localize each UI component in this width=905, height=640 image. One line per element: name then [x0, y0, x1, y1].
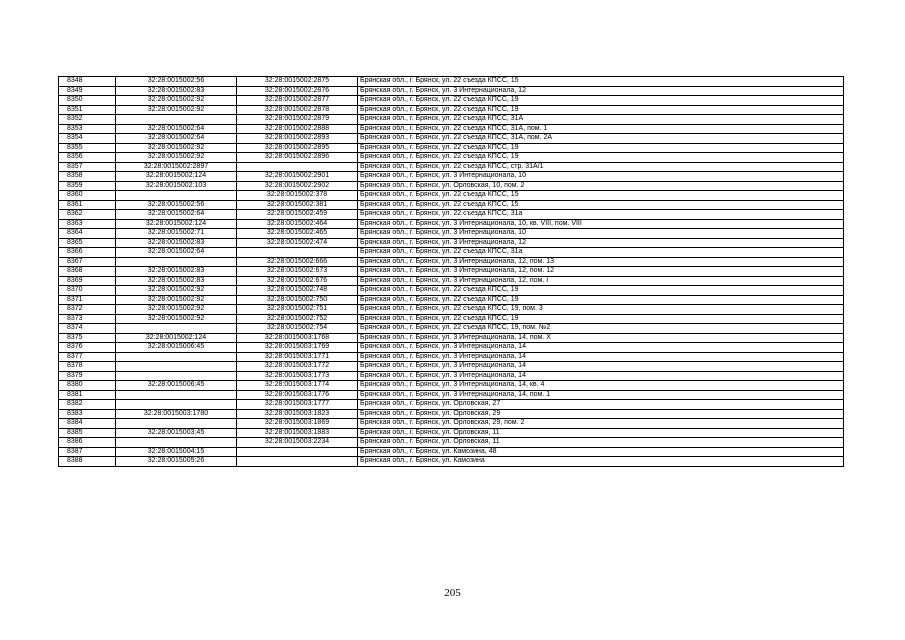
address-cell: Брянская обл., г. Брянск, ул. 22 съезда КПСС, 19 [358, 295, 844, 305]
object-cadastral-number-cell [237, 162, 358, 172]
object-cadastral-number-cell: 32:28:0015002:2893 [237, 134, 358, 144]
row-number-cell: 8374 [59, 324, 116, 334]
object-cadastral-number-cell: 32:28:0015002:2875 [237, 77, 358, 87]
address-cell: Брянская обл., г. Брянск, ул. 3 Интернационала, 14 [358, 343, 844, 353]
row-number-cell: 8372 [59, 305, 116, 315]
row-number-cell: 8380 [59, 381, 116, 391]
row-number-cell: 8352 [59, 115, 116, 125]
row-number-cell: 8364 [59, 229, 116, 239]
table-row [59, 390, 844, 400]
cadastral-number-cell [116, 257, 237, 267]
row-number-cell: 8357 [59, 162, 116, 172]
row-number-cell: 8354 [59, 134, 116, 144]
cadastral-number-cell: 32:28:0015002:92 [116, 96, 237, 106]
cadastral-number-cell [116, 438, 237, 448]
cadastral-number-cell: 32:28:0015002:103 [116, 181, 237, 191]
address-cell: Брянская обл., г. Брянск, ул. Орловская, 11 [358, 428, 844, 438]
object-cadastral-number-cell: 32:28:0015002:748 [237, 286, 358, 296]
table-row [59, 352, 844, 362]
table-row [59, 314, 844, 324]
cadastral-number-cell: 32:28:0015002:124 [116, 219, 237, 229]
cadastral-number-cell: 32:28:0015002:92 [116, 314, 237, 324]
address-cell: Брянская обл., г. Брянск, ул. 3 Интернационала, 12 [358, 86, 844, 96]
address-cell: Брянская обл., г. Брянск, ул. 3 Интернационала, 10 [358, 172, 844, 182]
object-cadastral-number-cell: 32:28:0015003:1774 [237, 381, 358, 391]
row-number-cell: 8379 [59, 371, 116, 381]
cadastral-number-cell: 32:28:0015003:1780 [116, 409, 237, 419]
object-cadastral-number-cell [237, 457, 358, 467]
address-cell: Брянская обл., г. Брянск, ул. 3 Интернационала, 12, пом. I [358, 276, 844, 286]
object-cadastral-number-cell: 32:28:0015002:2902 [237, 181, 358, 191]
cadastral-number-cell: 32:28:0015002:92 [116, 143, 237, 153]
table-row [59, 295, 844, 305]
object-cadastral-number-cell: 32:28:0015002:673 [237, 267, 358, 277]
object-cadastral-number-cell [237, 248, 358, 258]
address-cell: Брянская обл., г. Брянск, ул. 3 Интернационала, 10 [358, 229, 844, 239]
object-cadastral-number-cell: 32:28:0015003:1823 [237, 409, 358, 419]
row-number-cell: 8360 [59, 191, 116, 201]
row-number-cell: 8358 [59, 172, 116, 182]
table-row [59, 153, 844, 163]
address-cell: Брянская обл., г. Брянск, ул. 3 Интернационала, 14, кв. 4 [358, 381, 844, 391]
address-cell: Брянская обл., г. Брянск, ул. Орловская, 29, пом. 2 [358, 419, 844, 429]
address-cell: Брянская обл., г. Брянск, ул. 22 съезда КПСС, 15 [358, 191, 844, 201]
address-cell: Брянская обл., г. Брянск, ул. 22 съезда КПСС, 19 [358, 105, 844, 115]
object-cadastral-number-cell: 32:28:0015002:2888 [237, 124, 358, 134]
table-row [59, 172, 844, 182]
object-cadastral-number-cell: 32:28:0015003:1769 [237, 343, 358, 353]
row-number-cell: 8365 [59, 238, 116, 248]
object-cadastral-number-cell: 32:28:0015003:1883 [237, 428, 358, 438]
table-row [59, 286, 844, 296]
row-number-cell: 8356 [59, 153, 116, 163]
address-cell: Брянская обл., г. Брянск, ул. 22 съезда КПСС, 15 [358, 200, 844, 210]
address-cell: Брянская обл., г. Брянск, ул. 3 Интернационала, 14 [358, 371, 844, 381]
object-cadastral-number-cell: 32:28:0015002:381 [237, 200, 358, 210]
row-number-cell: 8366 [59, 248, 116, 258]
table-row [59, 115, 844, 125]
object-cadastral-number-cell: 32:28:0015002:459 [237, 210, 358, 220]
page-number: 205 [444, 587, 461, 599]
address-cell: Брянская обл., г. Брянск, ул. Орловская, 11 [358, 438, 844, 448]
table-row [59, 409, 844, 419]
row-number-cell: 8388 [59, 457, 116, 467]
object-cadastral-number-cell: 32:28:0015003:1776 [237, 390, 358, 400]
object-cadastral-number-cell: 32:28:0015002:2878 [237, 105, 358, 115]
object-cadastral-number-cell: 32:28:0015002:2879 [237, 115, 358, 125]
cadastral-number-cell: 32:28:0015002:2897 [116, 162, 237, 172]
object-cadastral-number-cell [237, 447, 358, 457]
address-cell: Брянская обл., г. Брянск, ул. Камозина, 48 [358, 447, 844, 457]
address-cell: Брянская обл., г. Брянск, ул. 3 Интернационала, 14, пом. 1 [358, 390, 844, 400]
table-row [59, 238, 844, 248]
row-number-cell: 8370 [59, 286, 116, 296]
cadastral-number-cell [116, 390, 237, 400]
cadastral-number-cell: 32:28:0015006:45 [116, 381, 237, 391]
object-cadastral-number-cell: 32:28:0015002:2895 [237, 143, 358, 153]
table-row [59, 428, 844, 438]
object-cadastral-number-cell: 32:28:0015002:378 [237, 191, 358, 201]
row-number-cell: 8369 [59, 276, 116, 286]
table-row [59, 96, 844, 106]
cadastral-number-cell: 32:28:0015002:64 [116, 134, 237, 144]
cadastral-number-cell: 32:28:0015002:92 [116, 105, 237, 115]
object-cadastral-number-cell: 32:28:0015003:1771 [237, 352, 358, 362]
row-number-cell: 8382 [59, 400, 116, 410]
table-row [59, 371, 844, 381]
cadastral-number-cell: 32:28:0015002:56 [116, 200, 237, 210]
address-cell: Брянская обл., г. Брянск, ул. 3 Интернационала, 14 [358, 352, 844, 362]
table-row [59, 105, 844, 115]
cadastral-number-cell: 32:28:0015002:83 [116, 86, 237, 96]
table-row [59, 267, 844, 277]
object-cadastral-number-cell: 32:28:0015002:474 [237, 238, 358, 248]
address-cell: Брянская обл., г. Брянск, ул. 3 Интернационала, 14 [358, 362, 844, 372]
object-cadastral-number-cell: 32:28:0015002:676 [237, 276, 358, 286]
row-number-cell: 8368 [59, 267, 116, 277]
cadastral-number-cell: 32:28:0015002:83 [116, 238, 237, 248]
cadastral-number-cell: 32:28:0015003:45 [116, 428, 237, 438]
table-row [59, 362, 844, 372]
row-number-cell: 8361 [59, 200, 116, 210]
cadastral-number-cell: 32:28:0015002:83 [116, 276, 237, 286]
cadastral-number-cell: 32:28:0015002:92 [116, 305, 237, 315]
table-row [59, 324, 844, 334]
row-number-cell: 8359 [59, 181, 116, 191]
address-cell: Брянская обл., г. Брянск, ул. 22 съезда КПСС, 15 [358, 77, 844, 87]
address-cell: Брянская обл., г. Брянск, ул. 3 Интернационала, 12, пом. 12 [358, 267, 844, 277]
row-number-cell: 8376 [59, 343, 116, 353]
cadastral-number-cell [116, 419, 237, 429]
row-number-cell: 8350 [59, 96, 116, 106]
table-row [59, 210, 844, 220]
row-number-cell: 8367 [59, 257, 116, 267]
object-cadastral-number-cell: 32:28:0015003:2234 [237, 438, 358, 448]
cadastral-number-cell: 32:28:0015002:92 [116, 286, 237, 296]
table-row [59, 229, 844, 239]
table-row [59, 438, 844, 448]
table-row [59, 447, 844, 457]
object-cadastral-number-cell: 32:28:0015002:752 [237, 314, 358, 324]
registry-table-body [59, 77, 844, 467]
row-number-cell: 8387 [59, 447, 116, 457]
table-row [59, 162, 844, 172]
table-row [59, 191, 844, 201]
cadastral-number-cell: 32:28:0015002:92 [116, 295, 237, 305]
object-cadastral-number-cell: 32:28:0015003:1777 [237, 400, 358, 410]
table-row [59, 276, 844, 286]
address-cell: Брянская обл., г. Брянск, ул. 22 съезда КПСС, 31а [358, 210, 844, 220]
address-cell: Брянская обл., г. Брянск, ул. 3 Интернационала, 14, пом. X [358, 333, 844, 343]
address-cell: Брянская обл., г. Брянск, ул. 22 съезда КПСС, 19 [358, 96, 844, 106]
table-row [59, 134, 844, 144]
cadastral-number-cell [116, 115, 237, 125]
address-cell: Брянская обл., г. Брянск, ул. 3 Интернационала, 12, пом. 13 [358, 257, 844, 267]
row-number-cell: 8349 [59, 86, 116, 96]
row-number-cell: 8384 [59, 419, 116, 429]
table-row [59, 400, 844, 410]
cadastral-number-cell [116, 362, 237, 372]
cadastral-number-cell: 32:28:0015002:64 [116, 248, 237, 258]
cadastral-number-cell [116, 371, 237, 381]
address-cell: Брянская обл., г. Брянск, ул. Орловская, 29 [358, 409, 844, 419]
cadastral-number-cell: 32:28:0015002:71 [116, 229, 237, 239]
object-cadastral-number-cell: 32:28:0015002:2876 [237, 86, 358, 96]
cadastral-number-cell: 32:28:0015002:124 [116, 333, 237, 343]
object-cadastral-number-cell: 32:28:0015002:754 [237, 324, 358, 334]
address-cell: Брянская обл., г. Брянск, ул. 22 съезда КПСС, 19 [358, 153, 844, 163]
object-cadastral-number-cell: 32:28:0015002:2901 [237, 172, 358, 182]
table-row [59, 181, 844, 191]
address-cell: Брянская обл., г. Брянск, ул. 22 съезда КПСС, 19, пом. 3 [358, 305, 844, 315]
object-cadastral-number-cell: 32:28:0015003:1772 [237, 362, 358, 372]
row-number-cell: 8385 [59, 428, 116, 438]
cadastral-number-cell: 32:28:0015002:92 [116, 153, 237, 163]
table-row [59, 333, 844, 343]
address-cell: Брянская обл., г. Брянск, ул. 22 съезда КПСС, 19 [358, 314, 844, 324]
row-number-cell: 8375 [59, 333, 116, 343]
address-cell: Брянская обл., г. Брянск, ул. Камозина [358, 457, 844, 467]
address-cell: Брянская обл., г. Брянск, ул. Орловская, 27 [358, 400, 844, 410]
table-row [59, 419, 844, 429]
address-cell: Брянская обл., г. Брянск, ул. 22 съезда КПСС, 31А, пом. 2А [358, 134, 844, 144]
row-number-cell: 8378 [59, 362, 116, 372]
object-cadastral-number-cell: 32:28:0015002:464 [237, 219, 358, 229]
address-cell: Брянская обл., г. Брянск, ул. 22 съезда КПСС, 31А, пом. 1 [358, 124, 844, 134]
address-cell: Брянская обл., г. Брянск, ул. 22 съезда КПСС, 19 [358, 143, 844, 153]
row-number-cell: 8383 [59, 409, 116, 419]
table-row [59, 200, 844, 210]
object-cadastral-number-cell: 32:28:0015002:666 [237, 257, 358, 267]
row-number-cell: 8363 [59, 219, 116, 229]
cadastral-number-cell: 32:28:0015002:64 [116, 210, 237, 220]
address-cell: Брянская обл., г. Брянск, ул. 22 съезда КПСС, 19, пом. №2 [358, 324, 844, 334]
cadastral-number-cell [116, 191, 237, 201]
object-cadastral-number-cell: 32:28:0015002:751 [237, 305, 358, 315]
row-number-cell: 8371 [59, 295, 116, 305]
row-number-cell: 8348 [59, 77, 116, 87]
row-number-cell: 8362 [59, 210, 116, 220]
address-cell: Брянская обл., г. Брянск, ул. 3 Интернационала, 12 [358, 238, 844, 248]
cadastral-number-cell: 32:28:0015005:26 [116, 457, 237, 467]
cadastral-number-cell: 32:28:0015002:83 [116, 267, 237, 277]
address-cell: Брянская обл., г. Брянск, ул. 22 съезда КПСС, 31а [358, 248, 844, 258]
table-row [59, 305, 844, 315]
object-cadastral-number-cell: 32:28:0015002:465 [237, 229, 358, 239]
table-row [59, 143, 844, 153]
row-number-cell: 8355 [59, 143, 116, 153]
object-cadastral-number-cell: 32:28:0015003:1768 [237, 333, 358, 343]
address-cell: Брянская обл., г. Брянск, ул. 22 съезда КПСС, 31А [358, 115, 844, 125]
table-row [59, 77, 844, 87]
object-cadastral-number-cell: 32:28:0015003:1773 [237, 371, 358, 381]
table-row [59, 381, 844, 391]
row-number-cell: 8377 [59, 352, 116, 362]
object-cadastral-number-cell: 32:28:0015002:750 [237, 295, 358, 305]
table-row [59, 248, 844, 258]
row-number-cell: 8381 [59, 390, 116, 400]
cadastral-number-cell [116, 352, 237, 362]
cadastral-number-cell: 32:28:0015002:124 [116, 172, 237, 182]
row-number-cell: 8386 [59, 438, 116, 448]
row-number-cell: 8353 [59, 124, 116, 134]
table-row [59, 343, 844, 353]
object-cadastral-number-cell: 32:28:0015002:2877 [237, 96, 358, 106]
cadastral-number-cell [116, 400, 237, 410]
row-number-cell: 8373 [59, 314, 116, 324]
object-cadastral-number-cell: 32:28:0015002:2896 [237, 153, 358, 163]
cadastral-number-cell: 32:28:0015002:56 [116, 77, 237, 87]
address-cell: Брянская обл., г. Брянск, ул. Орловская, 10, пом. 2 [358, 181, 844, 191]
address-cell: Брянская обл., г. Брянск, ул. 22 съезда КПСС, стр. 31А/1 [358, 162, 844, 172]
table-row [59, 124, 844, 134]
registry-table [58, 76, 844, 467]
table-row [59, 219, 844, 229]
address-cell: Брянская обл., г. Брянск, ул. 22 съезда КПСС, 19 [358, 286, 844, 296]
row-number-cell: 8351 [59, 105, 116, 115]
table-row [59, 457, 844, 467]
object-cadastral-number-cell: 32:28:0015003:1869 [237, 419, 358, 429]
table-row [59, 86, 844, 96]
table-row [59, 257, 844, 267]
address-cell: Брянская обл., г. Брянск, ул. 3 Интернационала, 10, кв. VIII, пом. VIII [358, 219, 844, 229]
cadastral-number-cell: 32:28:0015006:45 [116, 343, 237, 353]
cadastral-number-cell: 32:28:0015004:15 [116, 447, 237, 457]
cadastral-number-cell: 32:28:0015002:64 [116, 124, 237, 134]
cadastral-number-cell [116, 324, 237, 334]
